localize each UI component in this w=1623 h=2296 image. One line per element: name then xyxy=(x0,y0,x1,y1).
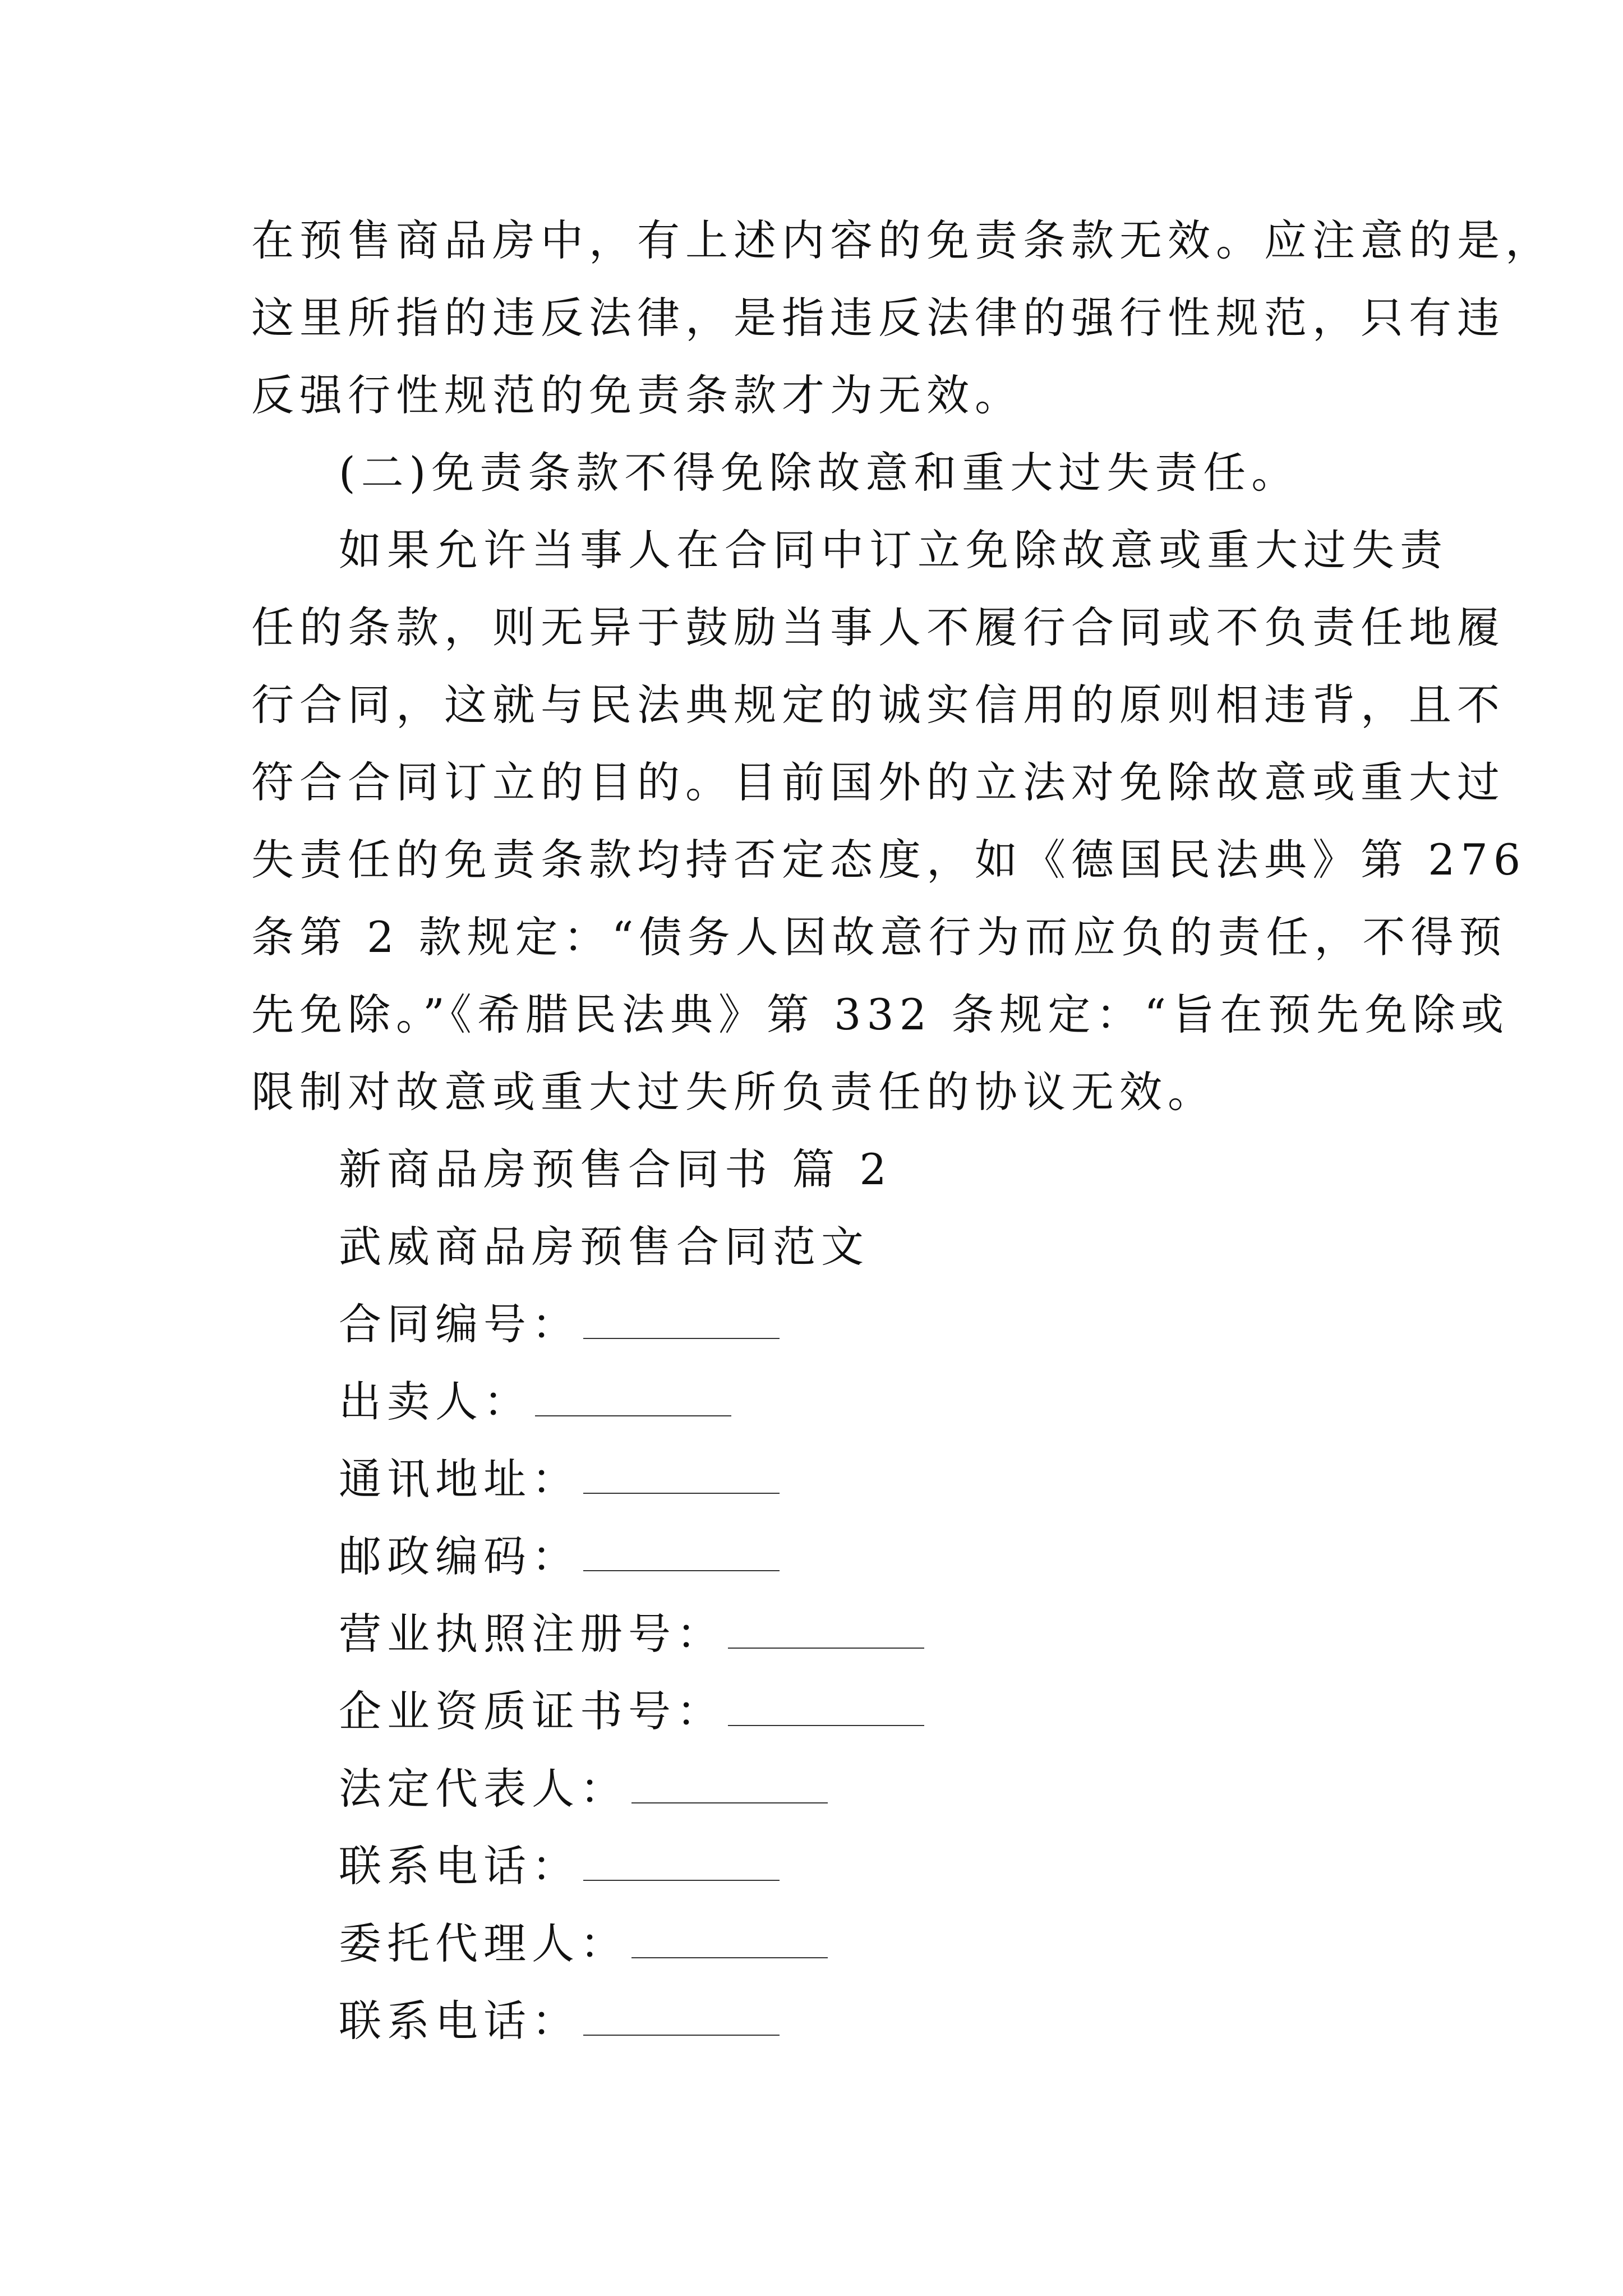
paragraph-2: (二)免责条款不得免除故意和重大过失责任。 xyxy=(339,448,1300,498)
paragraph-3-line-4: 符合合同订立的目的。目前国外的立法对免除故意或重大过 xyxy=(251,757,1505,807)
field-label: 企业资质证书号： xyxy=(339,1686,725,1736)
field-label: 邮政编码： xyxy=(339,1531,580,1581)
paragraph-3-line-6: 条第 2 款规定：“债务人因故意行为而应负的责任，不得预 xyxy=(251,912,1507,962)
blank-line xyxy=(583,1998,780,2036)
paragraph-3-line-8: 限制对故意或重大过失所负责任的协议无效。 xyxy=(251,1067,1216,1117)
section-title: 新商品房预售合同书 篇 2 xyxy=(339,1144,892,1194)
form-field-agent xyxy=(339,1905,828,1982)
paragraph-1-line-2: 这里所指的违反法律，是指违反法律的强行性规范，只有违 xyxy=(251,293,1505,343)
field-label: 委托代理人： xyxy=(339,1918,628,1968)
field-label: 联系电话： xyxy=(339,1841,580,1891)
field-label: 通讯地址： xyxy=(339,1454,580,1504)
paragraph-1-line-3: 反强行性规范的免责条款才为无效。 xyxy=(251,370,1023,420)
blank-line xyxy=(631,1920,828,1958)
field-label: 法定代表人： xyxy=(339,1764,628,1814)
paragraph-3-line-7: 先免除。”《希腊民法典》第 332 条规定：“旨在预先免除或 xyxy=(251,990,1510,1039)
field-label: 出卖人： xyxy=(339,1377,532,1427)
form-field-contract-number xyxy=(339,1286,780,1363)
blank-line xyxy=(583,1843,780,1881)
blank-line xyxy=(583,1456,780,1494)
field-label: 联系电话： xyxy=(339,1996,580,2046)
blank-line xyxy=(631,1765,828,1803)
paragraph-3-line-5: 失责任的免责条款均持否定态度，如《德国民法典》第 276 xyxy=(251,835,1527,885)
document-title: 武威商品房预售合同范文 xyxy=(339,1222,869,1272)
form-field-seller xyxy=(339,1363,731,1441)
paragraph-1-line-1: 在预售商品房中，有上述内容的免责条款无效。应注意的是， xyxy=(251,215,1553,265)
blank-line xyxy=(583,1533,780,1571)
form-field-phone-1 xyxy=(339,1828,780,1905)
form-field-qualification-cert xyxy=(339,1673,924,1750)
field-label: 合同编号： xyxy=(339,1299,580,1349)
form-field-phone-2 xyxy=(339,1982,780,2060)
blank-line xyxy=(535,1378,731,1416)
paragraph-3-line-2: 任的条款，则无异于鼓励当事人不履行合同或不负责任地履 xyxy=(251,602,1505,652)
form-field-legal-representative xyxy=(339,1750,828,1828)
paragraph-3-line-1: 如果允许当事人在合同中订立免除故意或重大过失责 xyxy=(339,525,1448,575)
blank-line xyxy=(728,1611,924,1649)
form-field-postcode xyxy=(339,1518,780,1595)
form-field-address xyxy=(339,1441,780,1518)
paragraph-3-line-3: 行合同，这就与民法典规定的诚实信用的原则相违背，且不 xyxy=(251,680,1505,730)
form-field-business-license xyxy=(339,1595,924,1673)
field-label: 营业执照注册号： xyxy=(339,1609,725,1659)
blank-line xyxy=(583,1301,780,1339)
blank-line xyxy=(728,1688,924,1726)
